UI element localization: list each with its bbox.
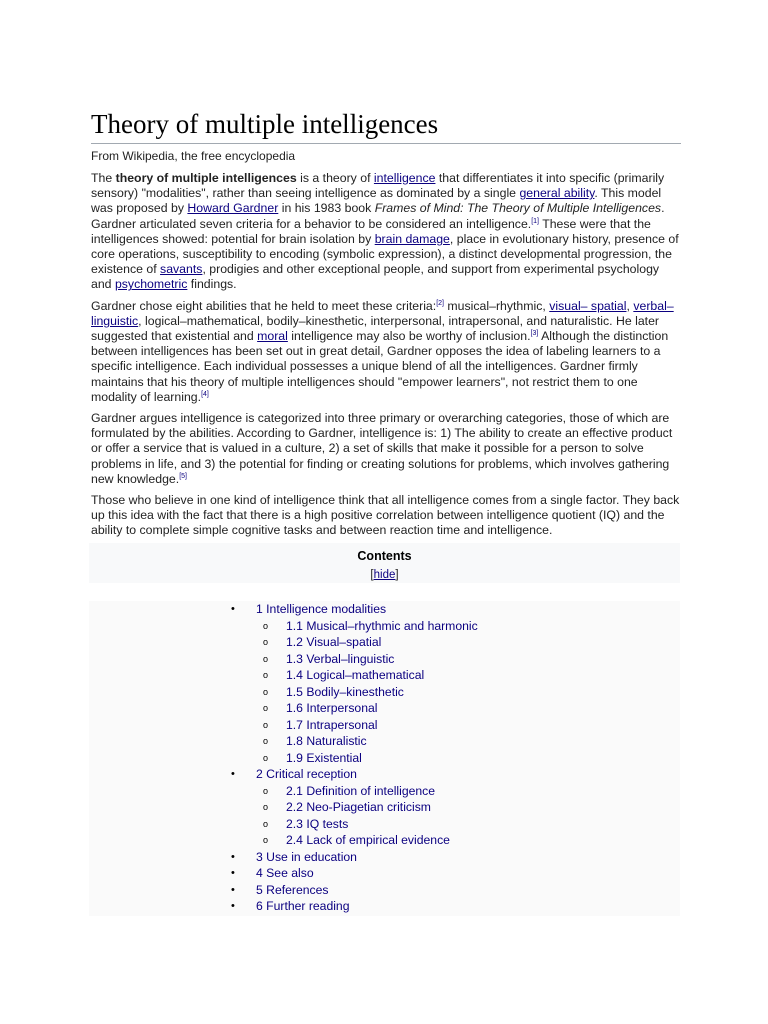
bullet-icon: • — [231, 883, 235, 896]
toc-hide-link[interactable]: hide — [373, 569, 396, 581]
toc-entry-label[interactable]: 1.2 Visual–spatial — [286, 635, 382, 649]
toc-entry-label[interactable]: 4 See also — [256, 866, 314, 880]
toc-entry[interactable] — [89, 816, 680, 832]
bullet-icon: • — [231, 768, 235, 780]
link-intelligence[interactable]: intelligence — [373, 171, 436, 185]
toc-entry[interactable] — [89, 684, 680, 700]
circle-bullet-icon: o — [263, 637, 269, 647]
circle-bullet-icon: o — [263, 835, 269, 845]
citation-4[interactable]: [4] — [201, 390, 209, 398]
toc-entry[interactable] — [89, 733, 680, 749]
toc-entry-label[interactable]: 1.1 Musical–rhythmic and harmonic — [286, 618, 478, 633]
text: , logical–mathematical, bodily–kinesthetic, interpersonal, intrapersonal, and naturalistic. He later suggested that existential and — [91, 313, 660, 344]
text: . Gardner articulated seven criteria for a behavior to be considered an intelligence. — [91, 201, 665, 231]
toc-entry[interactable] — [89, 634, 680, 650]
book-title: Frames of Mind: The Theory of Multiple Intelligences — [374, 201, 662, 216]
link-verbal-linguistic[interactable]: verbal–linguistic — [91, 298, 674, 328]
toc-entry[interactable] — [89, 766, 680, 782]
text: The — [91, 171, 116, 185]
circle-bullet-icon: o — [263, 653, 269, 664]
toc-list — [89, 601, 680, 916]
paragraph-intro — [91, 171, 681, 293]
toc-entry[interactable] — [89, 832, 680, 848]
table-of-contents — [89, 543, 680, 916]
text: . This model was proposed by — [91, 186, 662, 216]
citation-2[interactable]: [2] — [436, 299, 444, 307]
link-psychometric[interactable]: psychometric — [114, 277, 188, 292]
toc-header — [89, 543, 680, 583]
toc-entry-label[interactable]: 1.6 Interpersonal — [286, 701, 378, 715]
link-savants[interactable]: savants — [160, 262, 203, 277]
circle-bullet-icon: o — [263, 752, 269, 763]
circle-bullet-icon: o — [263, 802, 269, 812]
circle-bullet-icon: o — [263, 818, 269, 829]
toc-toggle — [89, 567, 680, 583]
toc-entry-label[interactable]: 2.3 IQ tests — [286, 816, 349, 831]
text: , place in evolutionary history, presence of core operations, susceptibility to encoding (symbolic expression), a distinct developmental progression, the existence of — [91, 231, 679, 277]
text: , — [626, 298, 634, 313]
circle-bullet-icon: o — [263, 785, 269, 796]
link-general-ability[interactable]: general ability — [519, 186, 595, 201]
circle-bullet-icon: o — [263, 686, 269, 697]
page-title: Theory of multiple intelligences — [91, 106, 681, 144]
site-tagline: From Wikipedia, the free encyclopedia — [91, 149, 296, 163]
citation-1[interactable]: [1] — [531, 217, 540, 225]
toc-entry-label[interactable]: 2.1 Definition of intelligence — [286, 783, 436, 798]
text: Those who believe in one kind of intelligence think that all intelligence comes from a single factor. They back up this idea with the fact that there is a high positive correlation between intelligence quotient (IQ) and the ability to complete simple cognitive tasks and between reaction time and intelligence. — [91, 493, 680, 538]
text: is a theory of — [296, 171, 374, 185]
toc-entry-label[interactable]: 1.5 Bodily–kinesthetic — [286, 684, 404, 699]
toc-entry[interactable] — [89, 849, 680, 865]
text: intelligence may also be worthy of inclusion. — [287, 329, 531, 344]
circle-bullet-icon: o — [263, 670, 269, 680]
text: Gardner chose eight abilities that he held to meet these criteria: — [91, 298, 437, 313]
bullet-icon: • — [231, 867, 235, 879]
toc-entry-label[interactable]: 3 Use in education — [256, 849, 357, 864]
toc-entry[interactable] — [89, 882, 680, 898]
toc-entry-label[interactable]: 2 Critical reception — [256, 767, 357, 781]
circle-bullet-icon: o — [263, 736, 269, 746]
toc-entry-label[interactable]: 2.2 Neo-Piagetian criticism — [286, 800, 431, 814]
text: Gardner argues intelligence is categorized into three primary or overarching categories, those of which are formulated by the abilities. According to Gardner, intelligence is: 1) The ability to create an effective product or offer a service that is valued in a culture, 2) a set of skills that make it possible for a person to solve problems in life, and 3) the potential for finding or creating solutions for problems, which involves gathering new knowledge. — [91, 411, 673, 486]
toc-entry[interactable] — [89, 667, 680, 683]
toc-entry[interactable] — [89, 700, 680, 716]
toc-entry[interactable] — [89, 601, 680, 617]
circle-bullet-icon: o — [263, 620, 269, 631]
toc-entry[interactable] — [89, 717, 680, 733]
text: Although the distinction between intelligences has been set out in great detail, Gardner opposes the idea of labeling learners to a specific intelligence. Each individual possesses a unique blend of all the intelligences. Gardner firmly maintains that his theory of multiple intelligences should "empower learners", not restrict them to one modality of learning. — [91, 329, 669, 404]
text: that differentiates it into specific (primarily sensory) "modalities", rather than seeing intelligence as dominated by a single — [91, 171, 665, 201]
toc-entry[interactable] — [89, 898, 680, 914]
toc-entry-label[interactable]: 1 Intelligence modalities — [256, 602, 387, 616]
toc-entry-label[interactable]: 2.4 Lack of empirical evidence — [286, 833, 450, 847]
link-brain-damage[interactable]: brain damage — [374, 231, 450, 246]
toc-entry-label[interactable]: 1.8 Naturalistic — [286, 734, 367, 748]
bullet-icon: • — [231, 900, 235, 912]
link-howard-gardner[interactable]: Howard Gardner — [187, 201, 279, 216]
article — [91, 106, 681, 539]
toc-entry-label[interactable]: 1.7 Intrapersonal — [286, 717, 378, 732]
bullet-icon: • — [231, 603, 235, 615]
toc-entry-label[interactable]: 1.4 Logical–mathematical — [286, 668, 425, 682]
toc-entry[interactable] — [89, 799, 680, 815]
citation-3[interactable]: [3] — [530, 329, 539, 337]
text: These were that the intelligences showed: potential for brain isolation by — [91, 216, 651, 246]
text: findings. — [187, 277, 237, 292]
citation-5[interactable]: [5] — [179, 472, 187, 480]
toc-entry[interactable] — [89, 750, 680, 766]
paragraph-single-factor — [91, 493, 681, 539]
toc-entry[interactable] — [89, 865, 680, 881]
text: , prodigies and other exceptional people, and support from experimental psychology and — [91, 262, 660, 292]
bracket: [ — [370, 569, 374, 581]
toc-entry-label[interactable]: 5 References — [256, 882, 329, 897]
toc-entry[interactable] — [89, 651, 680, 667]
toc-title: Contents — [357, 549, 412, 563]
toc-entry[interactable] — [89, 618, 680, 634]
toc-entry-label[interactable]: 1.9 Existential — [286, 750, 362, 765]
circle-bullet-icon: o — [263, 719, 269, 730]
link-moral[interactable]: moral — [257, 329, 288, 344]
text: musical–rhythmic, — [444, 298, 550, 313]
text: in his 1983 book — [278, 201, 375, 216]
bracket: ] — [395, 569, 399, 581]
toc-entry-label[interactable]: 6 Further reading — [256, 899, 350, 913]
circle-bullet-icon: o — [263, 703, 269, 713]
toc-entry[interactable] — [89, 783, 680, 799]
paragraph-abilities — [91, 299, 681, 405]
bold-term: theory of multiple intelligences — [115, 171, 297, 185]
paragraph-categories — [91, 411, 681, 487]
toc-entry-label[interactable]: 1.3 Verbal–linguistic — [286, 651, 395, 666]
link-visual-spatial[interactable]: visual– spatial — [549, 298, 627, 313]
bullet-icon: • — [231, 850, 235, 863]
